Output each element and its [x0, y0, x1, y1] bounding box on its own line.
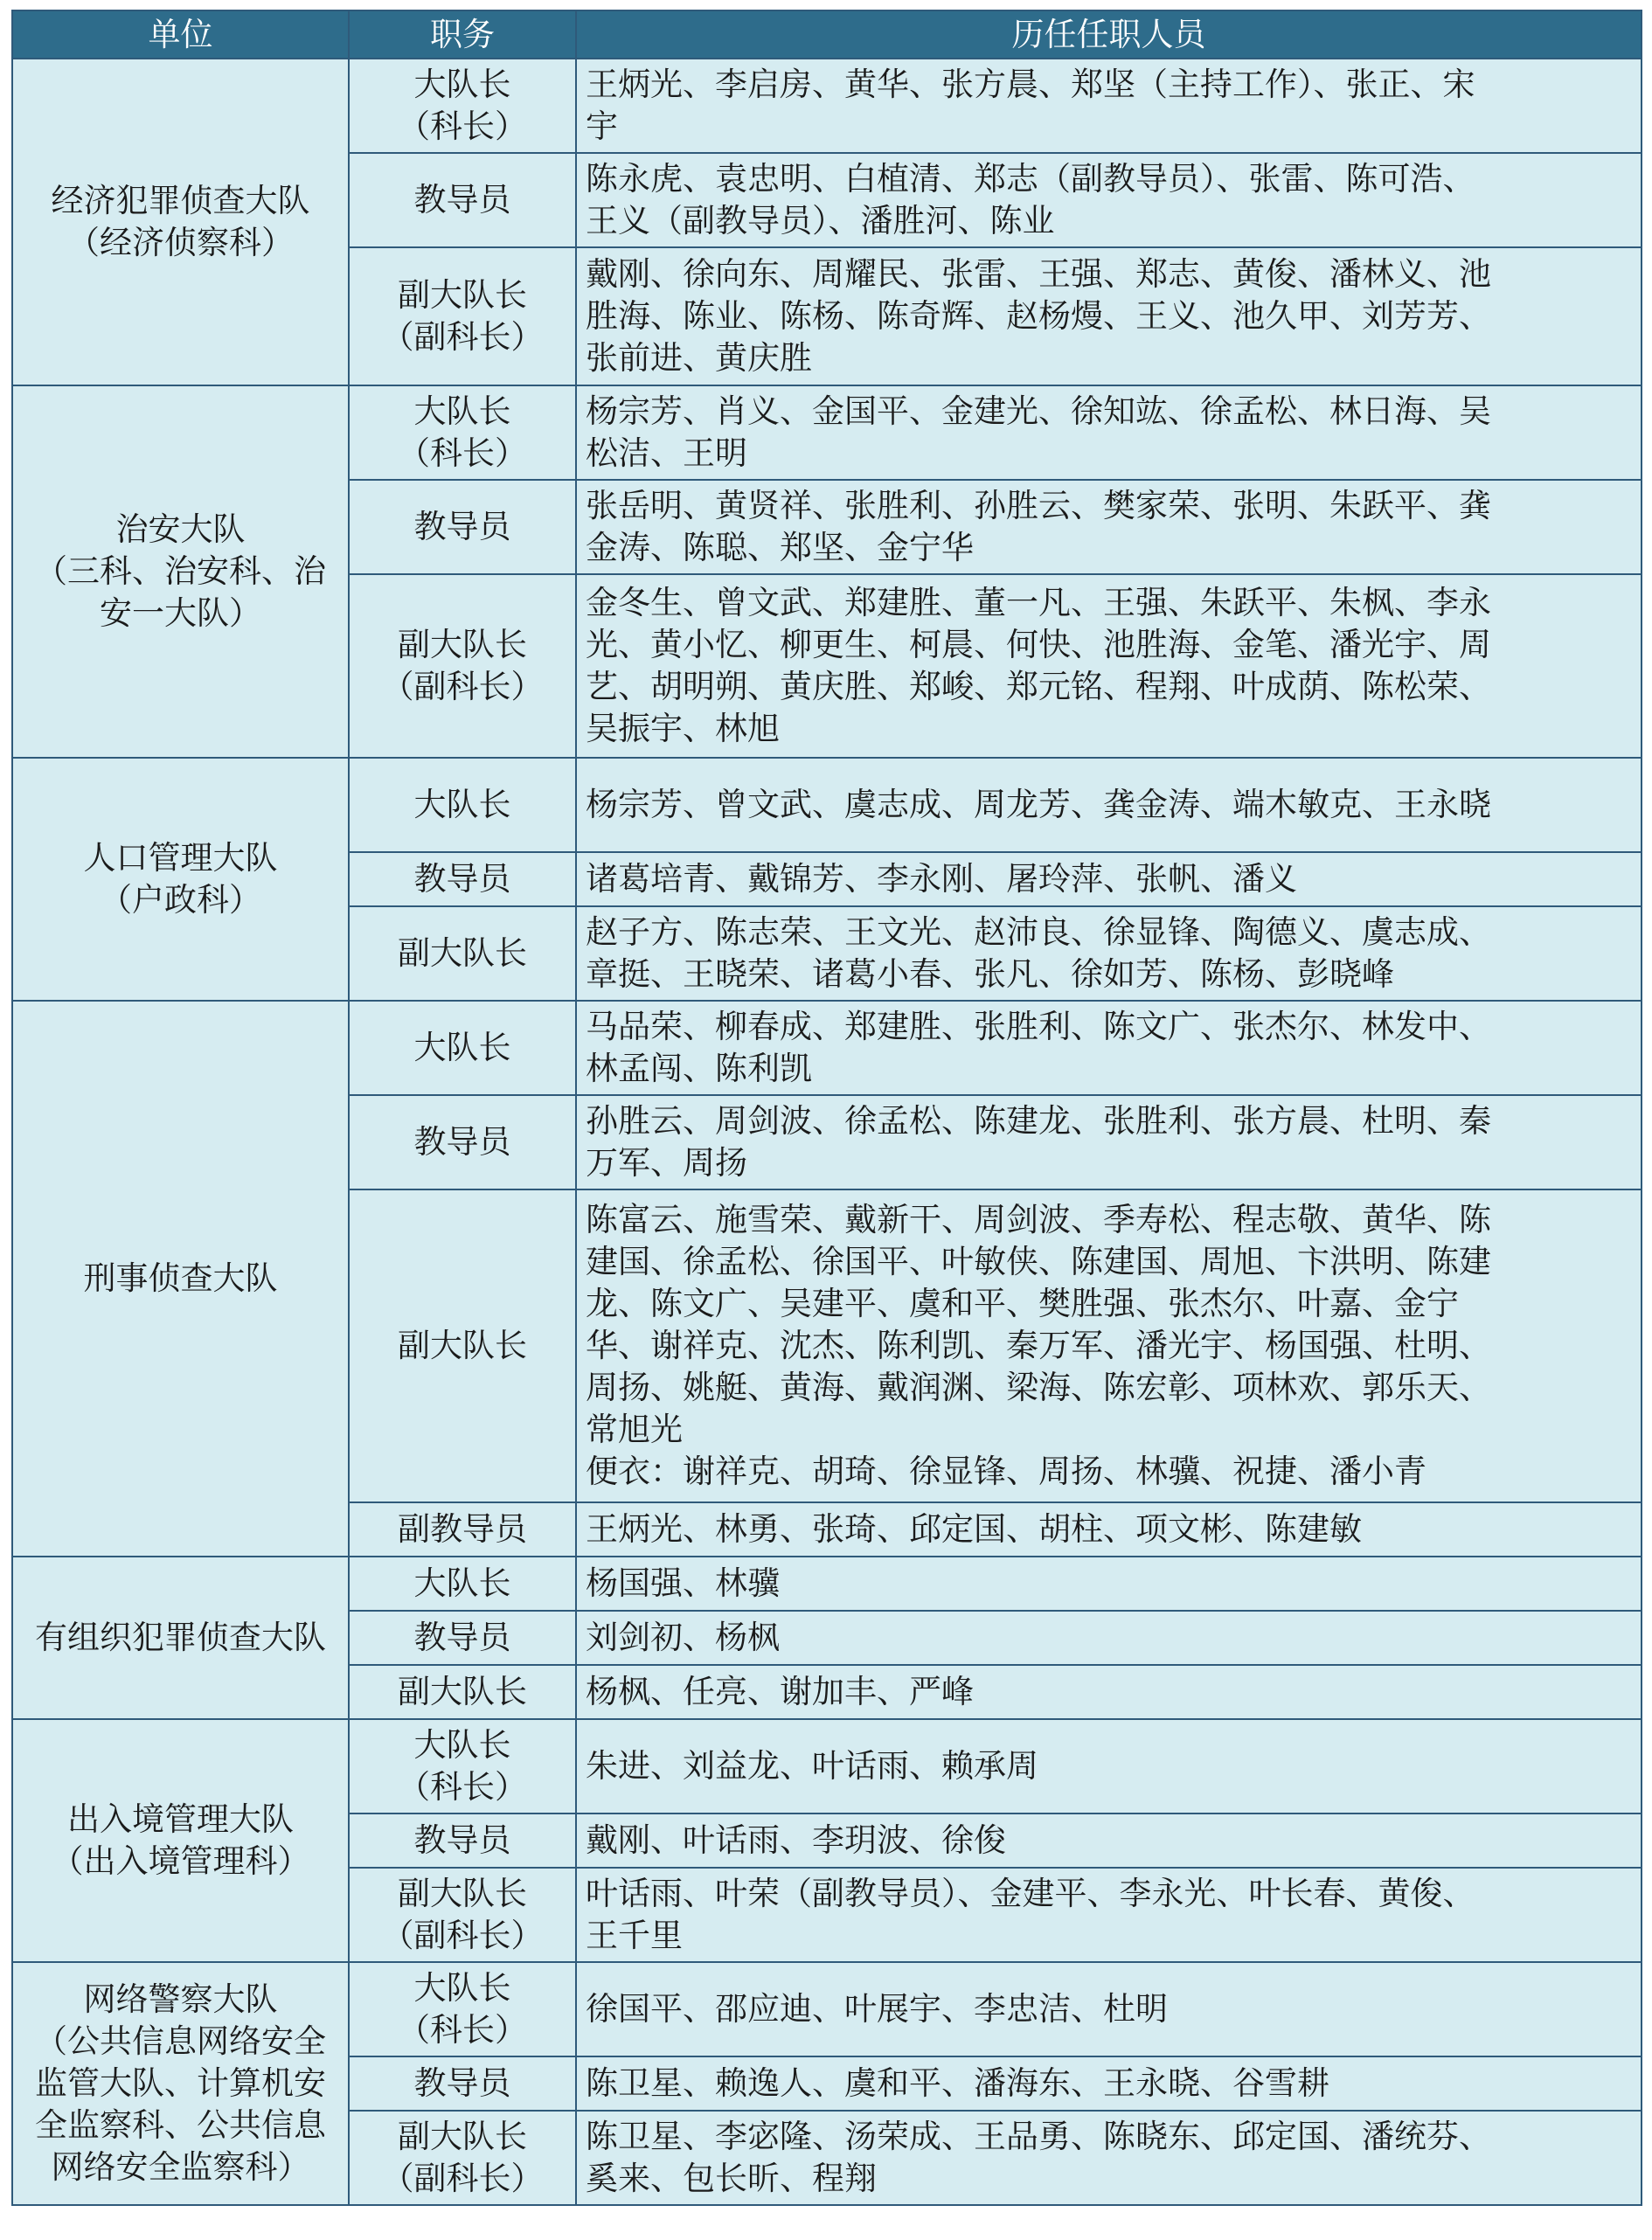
- personnel-cell: 张岳明、黄贤祥、张胜利、孙胜云、樊家荣、张明、朱跃平、龚 金涛、陈聪、郑坚、金宁华: [576, 480, 1642, 574]
- table-row: [12, 1557, 1642, 1611]
- position-cell: 教导员: [349, 1611, 576, 1665]
- header-row: [12, 10, 1642, 59]
- table-row: [12, 1001, 1642, 1095]
- personnel-cell: 孙胜云、周剑波、徐孟松、陈建龙、张胜利、张方晨、杜明、秦 万军、周扬: [576, 1095, 1642, 1189]
- table-row: [12, 1719, 1642, 1813]
- position-cell: 副大队长: [349, 1665, 576, 1719]
- position-cell: 教导员: [349, 1813, 576, 1868]
- position-cell: 教导员: [349, 480, 576, 574]
- unit-cell: 人口管理大队 （户政科）: [12, 758, 349, 1001]
- position-cell: 副大队长 （副科长）: [349, 574, 576, 758]
- position-cell: 副大队长: [349, 906, 576, 1001]
- header-unit: 单位: [12, 10, 349, 59]
- position-cell: 大队长 （科长）: [349, 1719, 576, 1813]
- personnel-cell: 王炳光、李启房、黄华、张方晨、郑坚（主持工作）、张正、宋 宇: [576, 59, 1642, 153]
- unit-cell: 经济犯罪侦查大队 （经济侦察科）: [12, 59, 349, 385]
- personnel-cell: 戴刚、叶话雨、李玥波、徐俊: [576, 1813, 1642, 1868]
- unit-cell: 有组织犯罪侦查大队: [12, 1557, 349, 1719]
- unit-cell: 刑事侦查大队: [12, 1001, 349, 1557]
- table-row: [12, 59, 1642, 153]
- table-row: [12, 385, 1642, 480]
- position-cell: 教导员: [349, 852, 576, 906]
- personnel-cell: 朱进、刘益龙、叶话雨、赖承周: [576, 1719, 1642, 1813]
- personnel-cell: 戴刚、徐向东、周耀民、张雷、王强、郑志、黄俊、潘林义、池 胜海、陈业、陈杨、陈奇辉、赵杨熳、王义、池久甲、刘芳芳、 张前进、黄庆胜: [576, 247, 1642, 385]
- header-personnel: 历任任职人员: [576, 10, 1642, 59]
- personnel-cell: 陈富云、施雪荣、戴新干、周剑波、季寿松、程志敬、黄华、陈 建国、徐孟松、徐国平、叶敏侠、陈建国、周旭、卞洪明、陈建 龙、陈文广、吴建平、虞和平、樊胜强、张杰尔、叶嘉、金宁 华、谢祥克、沈杰、陈利凯、秦万军、潘光宇、杨国强、杜明、 周扬、姚艇、黄海、戴润渊、梁海、陈宏彰、项林欢、郭乐天、 常旭光 便衣：谢祥克、胡琦、徐显锋、周扬、林骥、祝捷、潘小青: [576, 1189, 1642, 1502]
- personnel-cell: 诸葛培青、戴锦芳、李永刚、屠玲萍、张帆、潘义: [576, 852, 1642, 906]
- personnel-cell: 王炳光、林勇、张琦、邱定国、胡柱、项文彬、陈建敏: [576, 1502, 1642, 1557]
- personnel-cell: 赵子方、陈志荣、王文光、赵沛良、徐显锋、陶德义、虞志成、 章挺、王晓荣、诸葛小春、张凡、徐如芳、陈杨、彭晓峰: [576, 906, 1642, 1001]
- table-row: [12, 1962, 1642, 2056]
- personnel-table: [11, 10, 1642, 2206]
- position-cell: 大队长 （科长）: [349, 385, 576, 480]
- position-cell: 副大队长 （副科长）: [349, 247, 576, 385]
- personnel-cell: 陈卫星、李宓隆、汤荣成、王品勇、陈晓东、邱定国、潘统芬、 奚来、包长昕、程翔: [576, 2111, 1642, 2205]
- personnel-cell: 金冬生、曾文武、郑建胜、董一凡、王强、朱跃平、朱枫、李永 光、黄小忆、柳更生、柯晨、何快、池胜海、金笔、潘光宇、周 艺、胡明朔、黄庆胜、郑峻、郑元铭、程翔、叶成荫、陈松荣、 吴振宇、林旭: [576, 574, 1642, 758]
- position-cell: 副大队长 （副科长）: [349, 2111, 576, 2205]
- position-cell: 教导员: [349, 153, 576, 247]
- position-cell: 副大队长 （副科长）: [349, 1868, 576, 1962]
- unit-cell: 出入境管理大队 （出入境管理科）: [12, 1719, 349, 1962]
- position-cell: 大队长: [349, 758, 576, 852]
- personnel-cell: 陈永虎、袁忠明、白植清、郑志（副教导员）、张雷、陈可浩、 王义（副教导员）、潘胜河、陈业: [576, 153, 1642, 247]
- personnel-cell: 杨枫、任亮、谢加丰、严峰: [576, 1665, 1642, 1719]
- personnel-cell: 陈卫星、赖逸人、虞和平、潘海东、王永晓、谷雪耕: [576, 2056, 1642, 2111]
- personnel-cell: 杨国强、林骥: [576, 1557, 1642, 1611]
- position-cell: 大队长 （科长）: [349, 1962, 576, 2056]
- personnel-cell: 刘剑初、杨枫: [576, 1611, 1642, 1665]
- position-cell: 大队长 （科长）: [349, 59, 576, 153]
- position-cell: 教导员: [349, 1095, 576, 1189]
- header-position: 职务: [349, 10, 576, 59]
- personnel-cell: 徐国平、邵应迪、叶展宇、李忠洁、杜明: [576, 1962, 1642, 2056]
- unit-cell: 治安大队 （三科、治安科、治 安一大队）: [12, 385, 349, 758]
- personnel-cell: 马品荣、柳春成、郑建胜、张胜利、陈文广、张杰尔、林发中、 林孟闯、陈利凯: [576, 1001, 1642, 1095]
- personnel-cell: 杨宗芳、曾文武、虞志成、周龙芳、龚金涛、端木敏克、王永晓: [576, 758, 1642, 852]
- personnel-cell: 叶话雨、叶荣（副教导员）、金建平、李永光、叶长春、黄俊、 王千里: [576, 1868, 1642, 1962]
- position-cell: 大队长: [349, 1001, 576, 1095]
- position-cell: 大队长: [349, 1557, 576, 1611]
- personnel-cell: 杨宗芳、肖义、金国平、金建光、徐知竑、徐孟松、林日海、吴 松洁、王明: [576, 385, 1642, 480]
- table-row: [12, 758, 1642, 852]
- position-cell: 副大队长: [349, 1189, 576, 1502]
- position-cell: 教导员: [349, 2056, 576, 2111]
- unit-cell: 网络警察大队 （公共信息网络安全 监管大队、计算机安 全监察科、公共信息 网络安全监察科）: [12, 1962, 349, 2205]
- position-cell: 副教导员: [349, 1502, 576, 1557]
